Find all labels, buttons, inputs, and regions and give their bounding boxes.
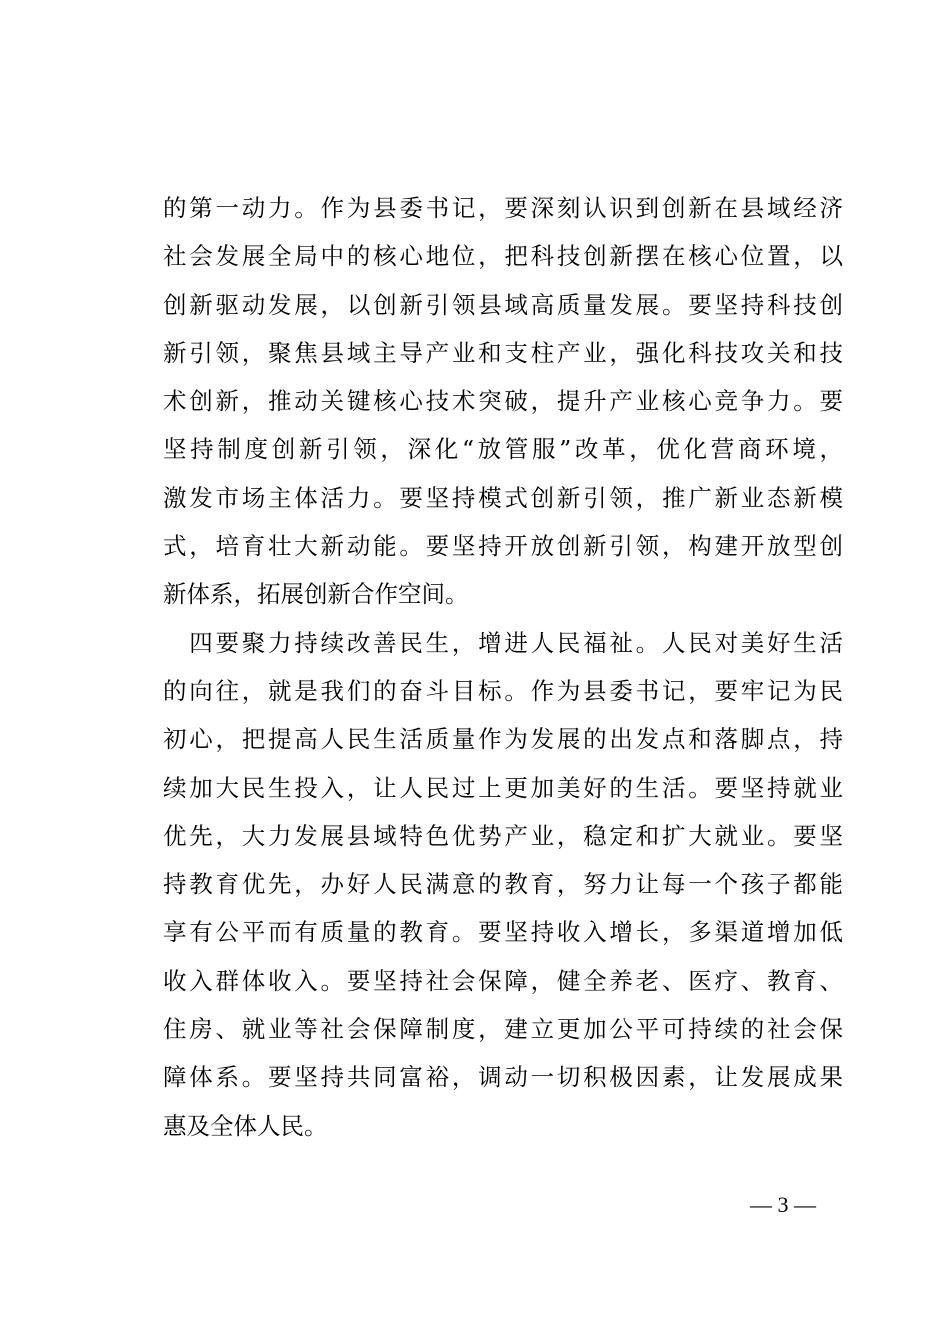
text-line: 的第一动力。作为县委书记，要深刻认识到创新在县域经济 bbox=[163, 194, 843, 222]
text-line: 的向往，就是我们的奋斗目标。作为县委书记，要牢记为民 bbox=[163, 676, 843, 705]
text-line: 住房、就业等社会保障制度，建立更加公平可持续的社会保 bbox=[163, 1015, 843, 1044]
text-line: 社会发展全局中的核心地位，把科技创新摆在核心位置，以 bbox=[163, 242, 843, 271]
body-text bbox=[163, 184, 843, 1150]
text-line: 惠及全体人民。 bbox=[163, 1111, 328, 1140]
page-number: — 3 — bbox=[750, 1192, 816, 1217]
text-line: 障体系。要坚持共同富裕，调动一切积极因素，让发展成果 bbox=[163, 1063, 843, 1092]
text-line: 创新驱动发展，以创新引领县域高质量发展。要坚持科技创 bbox=[163, 290, 843, 319]
text-line: 新体系，拓展创新合作空间。 bbox=[163, 580, 469, 609]
text-line: 优先，大力发展县域特色优势产业，稳定和扩大就业。要坚 bbox=[163, 821, 843, 850]
text-line: 收入群体收入。要坚持社会保障，健全养老、医疗、教育、 bbox=[163, 966, 843, 995]
text-line: 四要聚力持续改善民生，增进人民福祉。人民对美好生活 bbox=[163, 628, 843, 657]
text-line: 式，培育壮大新动能。要坚持开放创新引领，构建开放型创 bbox=[163, 532, 843, 561]
text-line: 坚持制度创新引领，深化“放管服”改革，优化营商环境， bbox=[163, 435, 843, 464]
text-line: 术创新，推动关键核心技术突破，提升产业核心竞争力。要 bbox=[163, 387, 843, 416]
text-line: 续加大民生投入，让人民过上更加美好的生活。要坚持就业 bbox=[163, 773, 843, 802]
text-line: 初心，把提高人民生活质量作为发展的出发点和落脚点，持 bbox=[163, 725, 843, 754]
text-line: 享有公平而有质量的教育。要坚持收入增长，多渠道增加低 bbox=[163, 918, 843, 947]
text-line: 新引领，聚焦县域主导产业和支柱产业，强化科技攻关和技 bbox=[163, 338, 843, 367]
text-line: 激发市场主体活力。要坚持模式创新引领，推广新业态新模 bbox=[163, 483, 843, 512]
text-line: 持教育优先，办好人民满意的教育，努力让每一个孩子都能 bbox=[163, 870, 843, 899]
